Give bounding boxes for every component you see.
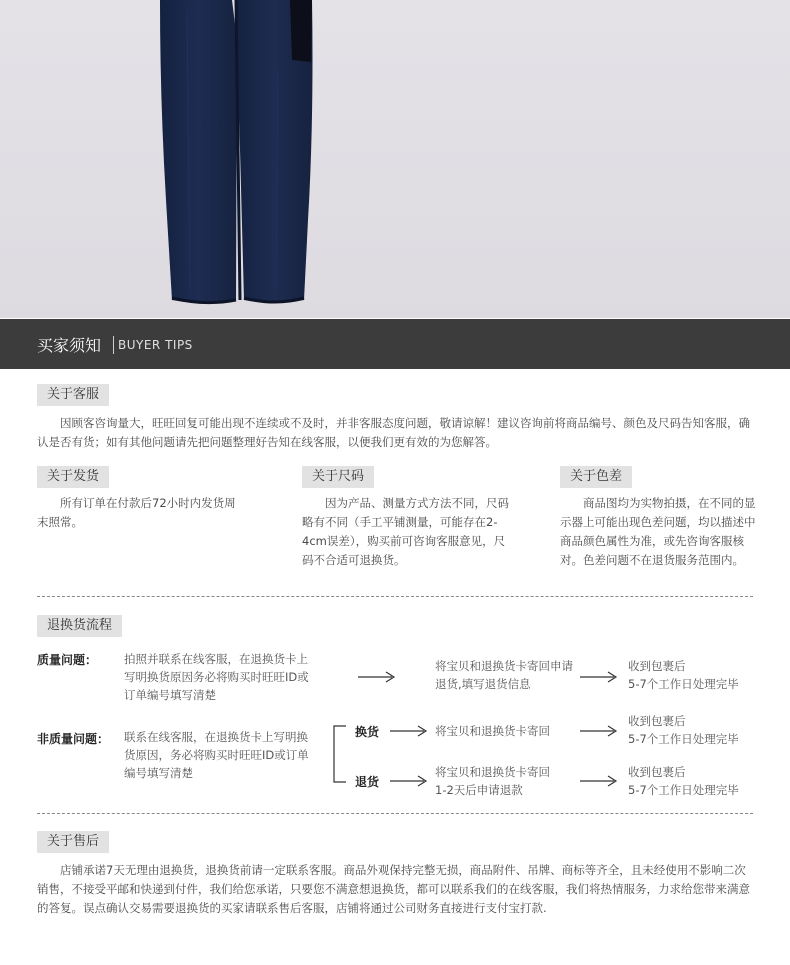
refund-step-send-back-2: 1-2天后申请退款 (435, 783, 523, 797)
non-quality-issue-label: 非质量问题： (37, 732, 110, 746)
exchange-label: 换货 (355, 725, 380, 739)
tag-after-sales: 关于售后 (37, 831, 109, 853)
color-difference-text: 商品图均为实物拍摄，在不同的显示器上可能出现色差问题，均以描述中商品颜色属性为准，或先咨询客服核对。色差问题不在退货服务范围内。 (560, 496, 756, 567)
divider-dashed (37, 813, 753, 814)
quality-step-send-back: 将宝贝和退换货卡寄回申请退货,填写退货信息 (435, 659, 573, 691)
buyer-tips-banner (0, 319, 790, 369)
exchange-step-send-back: 将宝贝和退换货卡寄回 (435, 724, 550, 738)
quality-issue-desc: 拍照并联系在线客服，在退换货卡上写明换货原因务必将购买时旺旺ID或订单编号填写清楚 (124, 652, 309, 702)
refund-label: 退货 (355, 775, 380, 789)
banner-title-en: BUYER TIPS (118, 338, 193, 352)
arrow-right-icon (580, 725, 618, 737)
branch-bracket (330, 720, 350, 788)
arrow-right-icon (358, 671, 396, 683)
arrow-right-icon (390, 725, 428, 737)
refund-step-received-1: 收到包裹后 (628, 765, 686, 779)
tag-color-difference: 关于色差 (560, 466, 632, 488)
banner-title-cn: 买家须知 (37, 336, 102, 355)
refund-step-received-2: 5-7个工作日处理完毕 (628, 783, 739, 797)
after-sales-text: 店铺承诺7天无理由退换货，退换货前请一定联系客服。商品外观保持完整无损，商品附件、吊牌、商标等齐全，且未经使用不影响二次销售，不接受平邮和快递到付件，我们给您承诺，只要您不满意想退换货，都可以联系我们的在线客服，我们将热情服务，力求给您带来满意的答复。误点确认交易需要退换货的买家请联系售后客服，店铺将通过公司财务直接进行支付宝打款. (37, 863, 750, 915)
tag-size: 关于尺码 (302, 466, 374, 488)
arrow-right-icon (580, 775, 618, 787)
exchange-step-received-1: 收到包裹后 (628, 714, 686, 728)
arrow-right-icon (390, 775, 428, 787)
work-pants-image (0, 0, 790, 318)
tag-shipping: 关于发货 (37, 466, 109, 488)
banner-divider (113, 336, 114, 354)
shipping-text: 所有订单在付款后72小时内发货周末照常。 (37, 496, 236, 529)
arrow-right-icon (580, 671, 618, 683)
quality-issue-label: 质量问题： (37, 653, 98, 667)
size-text: 因为产品、测量方式方法不同，尺码略有不同（手工平铺测量，可能存在2-4cm误差），购买前可咨询客服意见，尺码不合适可退换货。 (302, 496, 509, 567)
product-photo (0, 0, 790, 318)
divider-dashed (37, 596, 753, 597)
quality-step-received-1: 收到包裹后 (628, 659, 686, 673)
quality-step-received-2: 5-7个工作日处理完毕 (628, 677, 739, 691)
non-quality-issue-desc: 联系在线客服，在退换货卡上写明换货原因，务必将购买时旺旺ID或订单编号填写清楚 (124, 730, 309, 780)
tag-returns-flow: 退换货流程 (37, 615, 122, 637)
exchange-step-received-2: 5-7个工作日处理完毕 (628, 732, 739, 746)
tag-customer-service: 关于客服 (37, 384, 109, 406)
customer-service-text: 因顾客咨询量大，旺旺回复可能出现不连续或不及时，并非客服态度问题，敬请谅解！建议咨询前将商品编号、颜色及尺码告知客服，确认是否有货；如有其他问题请先把问题整理好告知在线客服，以便我们更有效的为您解答。 (37, 416, 750, 449)
refund-step-send-back-1: 将宝贝和退换货卡寄回 (435, 765, 550, 779)
